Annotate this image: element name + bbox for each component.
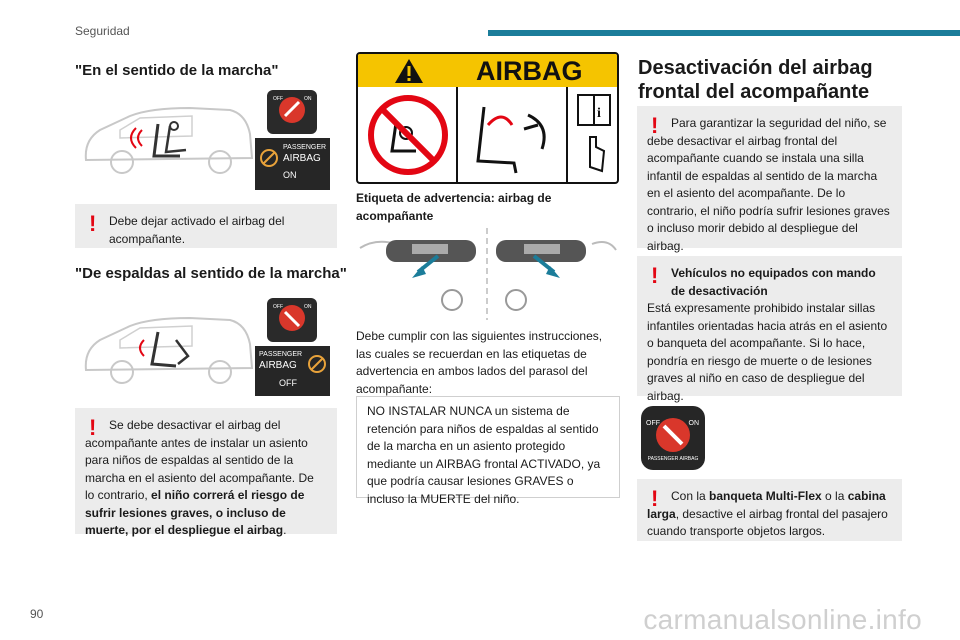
warning-exclamation-icon: ! [89,211,97,236]
car-rear-facing-illustration [80,310,255,388]
panel-state-text: ON [283,170,297,180]
sun-visor-labels-illustration [356,228,618,320]
heading-forward-facing: "En el sentido de la marcha" [75,62,279,79]
svg-text:OFF: OFF [273,96,283,102]
panel-state-text: OFF [279,378,297,388]
panel-passenger-text: PASSENGER [283,144,327,151]
svg-text:i: i [597,106,601,121]
child-seat-crossed-icon [259,148,279,168]
instructions-intro: Debe cumplir con las siguientes instrucciones, las cuales se recuerdan en las etiquetas de advertencia en ambos lados del parasol del acompañante: [356,329,603,396]
switch-ring-text: PASSENGER AIRBAG [647,456,699,462]
panel-airbag-text: AIRBAG [283,153,321,164]
switch-on-label: ON [688,420,699,427]
airbag-indicator-panel-on [255,138,330,190]
airbag-switch-icon [641,406,705,470]
svg-text:ON: ON [304,96,312,102]
warning-exclamation-icon: ! [651,486,659,511]
warning-triangle-icon [394,58,424,84]
label-title: AIRBAG [476,56,583,86]
switch-off-label: OFF [646,420,660,427]
warning-text: Con la banqueta Multi-Flex o la cabina larga, desactive el airbag frontal del pasajero cuando transporte objetos largos. [647,489,888,538]
warning-box-keep-airbag-on [75,204,337,248]
warning-box-deactivate-airbag [75,408,337,537]
no-rear-facing-seat-icon [366,93,450,177]
manual-info-icon [574,93,614,177]
airbag-indicator-panel-off [255,346,330,396]
warning-heading: Vehículos no equipados con mando de desactivación [671,266,876,298]
label-deploy-panel [458,87,568,184]
notice-box: NO INSTALAR NUNCA un sistema de retención para niños de espaldas al sentido de la marcha en un asiento protegido mediante un AIRBAG frontal ACTIVADO, ya que podría causar lesiones GRAVES o incluso la MUERTE del niño. [356,396,620,498]
airbag-switch-knob-off-icon [255,296,330,344]
warning-text: Está expresamente prohibido instalar sillas infantiles orientadas hacia atrás en el asiento o banqueta del acompañante. Si lo hace, pondría en riesgo de muerte o de lesiones graves al niño en caso de despliegue del airbag. [647,301,888,403]
warning-text: Debe dejar activado el airbag del acompañante. [109,214,285,246]
header-accent-bar [488,30,960,36]
airbag-warning-label [356,52,619,184]
warning-exclamation-icon: ! [651,113,659,138]
section-title: Desactivación del airbag frontal del acompañante [638,57,873,103]
child-seat-warning-icon [307,354,327,374]
heading-rear-facing: "De espaldas al sentido de la marcha" [75,265,347,282]
warning-box-child-safety [637,106,902,253]
watermark: carmanualsonline.info [643,604,922,635]
svg-text:ON: ON [304,304,312,310]
label-yellow-header [358,54,617,87]
warning-exclamation-icon: ! [89,415,97,440]
airbag-switch-knob-icon [255,88,330,136]
warning-exclamation-icon: ! [651,263,659,288]
page-number: 90 [30,607,44,621]
label-prohibition-panel [358,87,458,184]
warning-box-long-objects [637,479,902,541]
car-forward-facing-illustration [80,100,255,178]
warning-box-no-switch [637,256,902,403]
svg-text:OFF: OFF [273,304,283,310]
switch-knob-icon [654,416,692,454]
panel-passenger-text: PASSENGER [259,351,303,358]
panel-airbag-text: AIRBAG [259,360,297,371]
airbag-deploy-seat-icon [466,95,560,177]
warning-text: Para garantizar la seguridad del niño, se debe desactivar el airbag frontal del acompañante cuando se instala una silla infantil de espaldas al sentido de la marcha en el asiento del acompañante. De lo contrario, el niño podría sufrir lesiones graves o incluso morir debido al despliegue del airbag. [647,116,890,253]
section-label: Seguridad [75,24,130,38]
warning-text: Se debe desactivar el airbag del acompañante antes de instalar un asiento para niños de espaldas al sentido de la marcha en el asiento del acompañante. De lo contrario, el niño correrá el riesgo de sufrir lesiones graves, o incluso de muerte, por el despliegue el airbag. [85,418,314,537]
label-info-panel [568,87,619,184]
label-caption: Etiqueta de advertencia: airbag de acompañante [356,191,552,223]
